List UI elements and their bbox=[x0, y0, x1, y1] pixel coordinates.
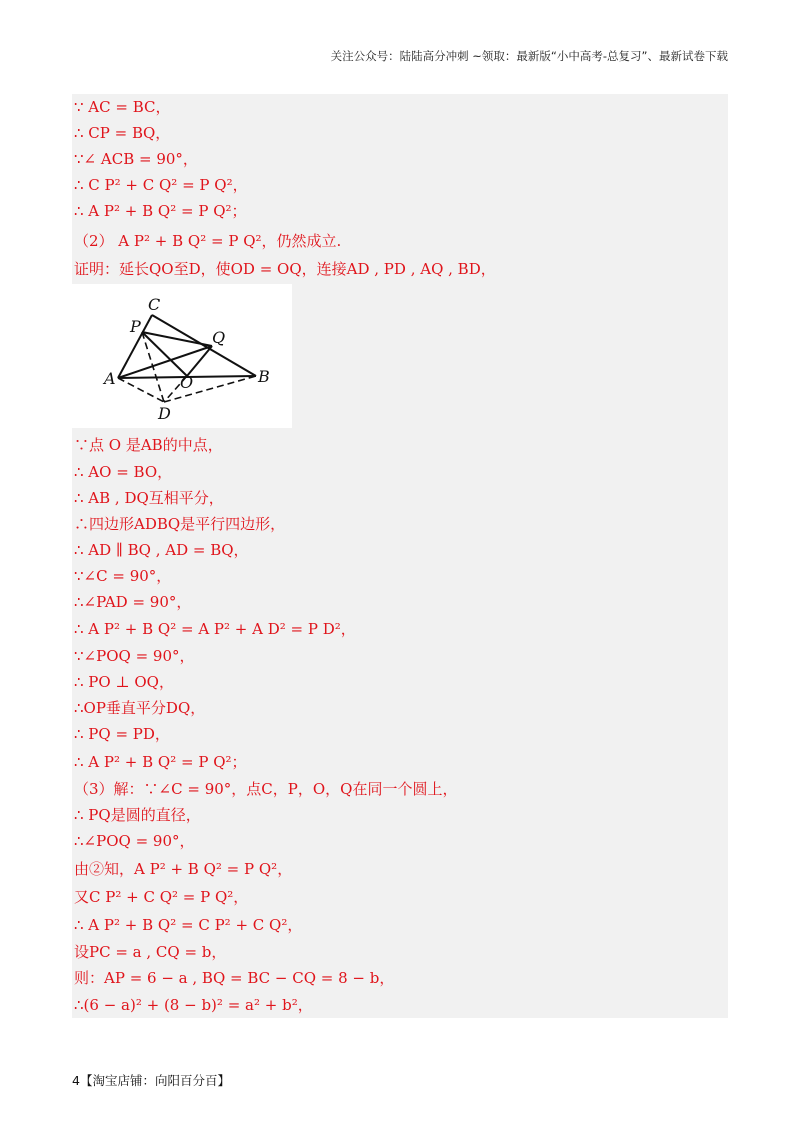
solution-line: ∴ AD ∥ BQ , AD = BQ， bbox=[74, 541, 249, 559]
segment-bd-dashed bbox=[164, 376, 256, 402]
solution-line: 证明：延长QO至D，使OD = OQ，连接AD , PD , AQ , BD， bbox=[74, 260, 496, 278]
solution-line: ∴ PQ是圆的直径， bbox=[74, 806, 201, 824]
solution-line: ∵∠C = 90°， bbox=[74, 567, 172, 585]
solution-line: ∵∠POQ = 90°， bbox=[74, 647, 195, 665]
label-o: O bbox=[180, 373, 194, 392]
solution-line: 由②知，A P² + B Q² = P Q²， bbox=[74, 860, 293, 878]
solution-line: ∴ A P² + B Q² = A P² + A D² = P D²， bbox=[74, 620, 356, 638]
solution-line: ∴OP垂直平分DQ， bbox=[74, 699, 206, 717]
solution-line: ∴ PO ⊥ OQ， bbox=[74, 673, 174, 691]
solution-line: ∴∠POQ = 90°， bbox=[74, 832, 195, 850]
solution-line: 则：AP = 6 − a , BQ = BC − CQ = 8 − b， bbox=[74, 969, 395, 987]
label-c: C bbox=[148, 295, 161, 314]
solution-line: ∵点 O 是AB的中点， bbox=[74, 436, 223, 454]
solution-line: ∴ CP = BQ， bbox=[74, 124, 171, 142]
segment-cb bbox=[152, 315, 256, 376]
label-p: P bbox=[130, 317, 141, 336]
solution-line: ∴ C P² + C Q² = P Q²， bbox=[74, 176, 248, 194]
geometry-figure bbox=[72, 284, 292, 428]
label-a: A bbox=[104, 369, 116, 388]
solution-line: （3）解：∵∠C = 90°，点C，P，O，Q在同一个圆上， bbox=[74, 780, 458, 798]
label-q: Q bbox=[212, 328, 226, 347]
solution-line: ∵∠ ACB = 90°， bbox=[74, 150, 198, 168]
solution-line: ∴ A P² + B Q² = P Q²； bbox=[74, 753, 247, 771]
solution-line: 又C P² + C Q² = P Q²， bbox=[74, 888, 249, 906]
label-b: B bbox=[258, 367, 270, 386]
solution-line: ∴ PQ = PD， bbox=[74, 725, 170, 743]
solution-line: （2） A P² + B Q² = P Q²，仍然成立. bbox=[74, 232, 342, 250]
label-d: D bbox=[158, 404, 171, 423]
solution-line: ∵ AC = BC， bbox=[74, 98, 171, 116]
solution-line: ∴∠PAD = 90°， bbox=[74, 593, 192, 611]
triangle-diagram bbox=[72, 284, 292, 428]
solution-line: 设PC = a , CQ = b， bbox=[74, 943, 227, 961]
page-header: 关注公众号：陆陆高分冲刺 ~领取：最新版“小中高考-总复习”、最新试卷下载 bbox=[330, 49, 728, 63]
solution-line: ∴ A P² + B Q² = P Q²； bbox=[74, 202, 247, 220]
segment-ad-dashed bbox=[118, 378, 164, 402]
solution-line: ∴四边形ADBQ是平行四边形， bbox=[74, 515, 286, 533]
solution-line: ∴(6 − a)² + (8 − b)² = a² + b²， bbox=[74, 996, 313, 1014]
solution-line: ∴ AO = BO， bbox=[74, 463, 173, 481]
page-footer: 4【淘宝店铺：向阳百分百】 bbox=[72, 1073, 230, 1088]
solution-line: ∴ AB , DQ互相平分， bbox=[74, 489, 224, 507]
solution-line: ∴ A P² + B Q² = C P² + C Q²， bbox=[74, 916, 303, 934]
solution-content bbox=[72, 94, 728, 1018]
segment-pq bbox=[142, 332, 212, 346]
